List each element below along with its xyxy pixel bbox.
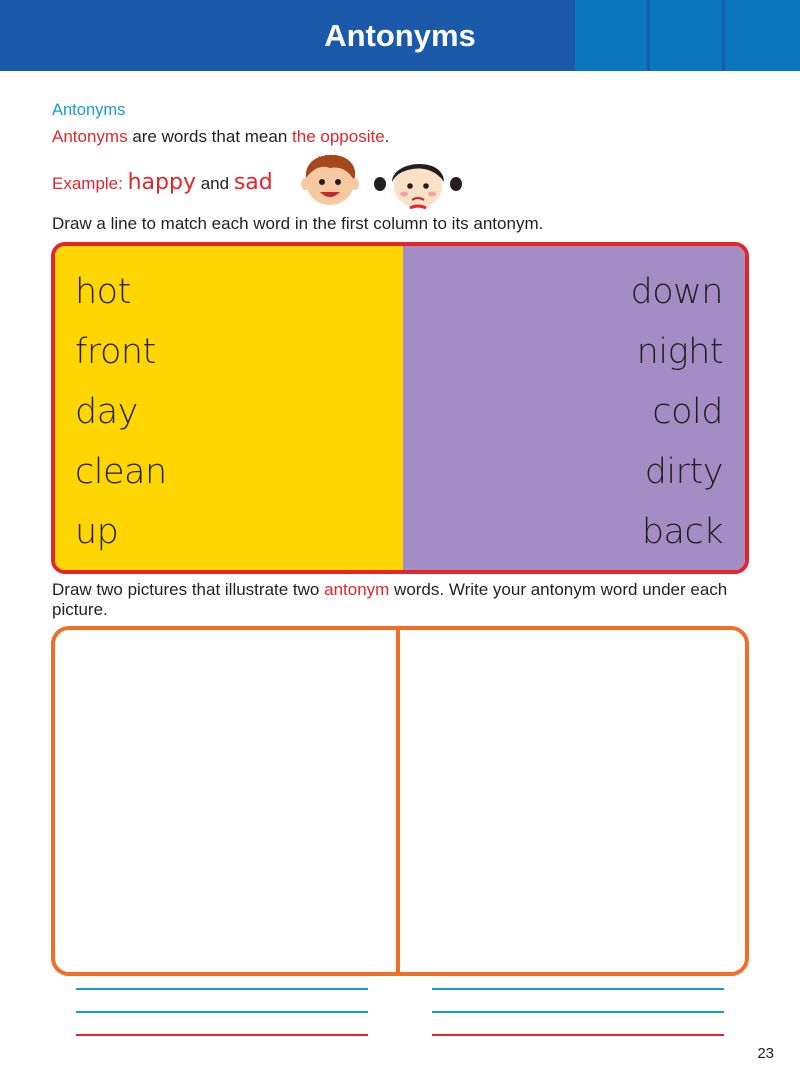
definition-middle: are words that mean <box>127 127 293 146</box>
drawing-instruction-start: Draw two pictures that illustrate two <box>52 580 325 599</box>
definition-term: Antonyms <box>52 127 128 146</box>
writing-line[interactable] <box>432 1034 724 1036</box>
writing-line[interactable] <box>76 1011 368 1013</box>
page-title: Antonyms <box>324 18 476 53</box>
drawing-instruction-highlight: antonym <box>324 580 390 599</box>
drawing-area[interactable] <box>51 626 749 976</box>
page-header <box>0 0 800 71</box>
drawing-instruction <box>52 580 752 620</box>
matching-instruction: Draw a line to match each word in the first column to its antonym. <box>52 214 544 233</box>
definition-meaning: the opposite <box>292 127 385 146</box>
definition-end: . <box>384 127 390 146</box>
example-word-happy: happy <box>127 170 196 195</box>
writing-line[interactable] <box>432 1011 724 1013</box>
example-label: Example: <box>52 174 123 193</box>
left-word[interactable]: hot <box>75 272 131 312</box>
left-word[interactable]: clean <box>75 452 167 492</box>
right-word[interactable]: dirty <box>644 452 723 492</box>
page-number: 23 <box>757 1045 774 1062</box>
right-word[interactable]: cold <box>652 392 723 432</box>
left-word-column <box>55 246 403 570</box>
right-word-column <box>403 246 745 570</box>
definition-text <box>52 127 389 147</box>
right-word[interactable]: night <box>636 332 723 372</box>
example-line <box>52 170 273 195</box>
drawing-instruction-end: words. Write your antonym word under each picture. <box>52 580 728 619</box>
matching-panel <box>51 242 749 574</box>
drawing-area-divider <box>396 626 400 976</box>
girl-face-icon <box>374 164 462 208</box>
writing-line[interactable] <box>432 988 724 990</box>
lesson-subheading: Antonyms <box>52 101 126 119</box>
example-connector: and <box>200 174 230 193</box>
left-word[interactable]: front <box>75 332 156 372</box>
left-word[interactable]: up <box>75 512 119 552</box>
writing-line[interactable] <box>76 988 368 990</box>
example-word-sad: sad <box>233 170 273 195</box>
right-word[interactable]: back <box>641 512 723 552</box>
right-word[interactable]: down <box>630 272 723 312</box>
happy-sad-faces-illustration <box>296 150 466 210</box>
boy-face-icon <box>301 154 359 205</box>
left-word[interactable]: day <box>75 392 138 432</box>
writing-line[interactable] <box>76 1034 368 1036</box>
